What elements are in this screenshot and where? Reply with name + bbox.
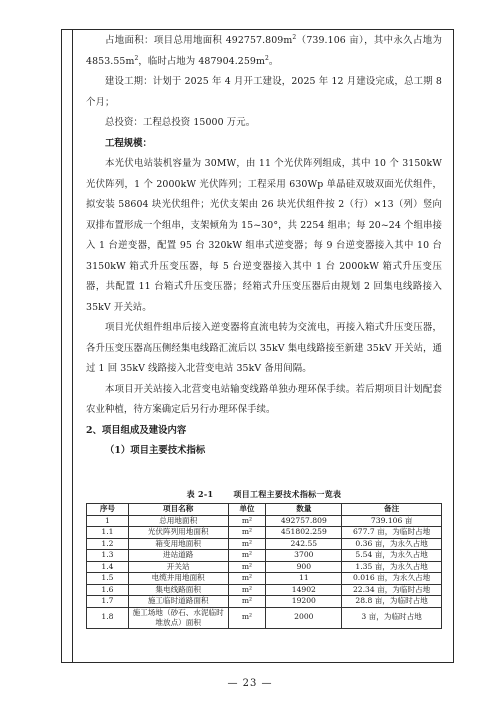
cell-remark: 22.34 亩，为临时占地 bbox=[342, 584, 442, 596]
cell-no: 1.1 bbox=[87, 527, 129, 539]
cell-qty: 14902 bbox=[266, 584, 342, 596]
note-paragraph: 本项目开关站接入北营变电站输变线路单独办理环保手续。若后期项目计划配套农业种植，待方案确定后另行办理环保手续。 bbox=[86, 383, 442, 415]
cell-remark: 1.35 亩，为永久占地 bbox=[342, 561, 442, 573]
cell-unit: m² bbox=[228, 573, 266, 585]
scale-paragraph: 本光伏电站装机容量为 30MW，由 11 个光伏阵列组成，其中 10 个 3150kW 光伏阵列，1 个 2000kW 光伏阵列；工程采用 630Wp 单晶硅双玻双面光伏组件，拟安装 58604 块光伏组件；光伏支架由 26 块光伏组件按 2（行）×13（列）竖向双排布置形成一个组串，支架倾角为 15~30°，共 2254 组串；每 20~24 个组串接入 1 台逆变器，配置 95 台 320kW 组串式逆变器；每 9 台逆变器接入其中 10 台 3150kW 箱式升压变压器，每 5 台逆变器接入其中 1 台 2000kW 箱式升压变压器，共配置 11 台箱式升压变压器；经箱式升压变压器后由规划 2 回集电线路接入 35kV 开关站。 bbox=[86, 158, 442, 313]
cell-name: 总用地面积 bbox=[128, 515, 228, 527]
cell-no: 1 bbox=[87, 515, 129, 527]
cell-name: 开关站 bbox=[128, 561, 228, 573]
section-2-heading: 2、项目组成及建设内容 bbox=[86, 424, 187, 436]
cell-name: 电缆井用地面积 bbox=[128, 573, 228, 585]
cell-no: 1.4 bbox=[87, 561, 129, 573]
land-area-paragraph: 占地面积：项目总用地面积 $492757.809m^2(739.106$ 亩），其中永久占地为 $4853.55m^2$，临时占地为 $487904.259m^2$。 bbox=[86, 33, 442, 67]
cell-name: 光伏阵列用地面积 bbox=[128, 527, 228, 539]
cell-unit: m² bbox=[228, 550, 266, 562]
cell-name: 集电线路面积 bbox=[128, 584, 228, 596]
cell-name: 施工场地（砂石、水泥临时堆放点）面积 bbox=[128, 607, 228, 628]
cell-unit: m² bbox=[228, 527, 266, 539]
cell-qty: 19200 bbox=[266, 596, 342, 608]
table-row bbox=[87, 573, 442, 585]
cell-no: 1.2 bbox=[87, 538, 129, 550]
cell-no: 1.7 bbox=[87, 596, 129, 608]
header-cell: 数量 bbox=[266, 504, 342, 516]
table-caption bbox=[86, 489, 442, 500]
cell-unit: m² bbox=[228, 584, 266, 596]
header-cell: 单位 bbox=[228, 504, 266, 516]
cell-remark: 5.54 亩，为永久占地 bbox=[342, 550, 442, 562]
scale-heading: 工程规模： bbox=[105, 137, 152, 149]
cell-name: 施工临时道路面积 bbox=[128, 596, 228, 608]
cell-unit: m² bbox=[228, 607, 266, 628]
cell-qty: 3700 bbox=[266, 550, 342, 562]
cell-qty: 2000 bbox=[266, 607, 342, 628]
cell-qty: 492757.809 bbox=[266, 515, 342, 527]
table-header-row bbox=[87, 504, 442, 516]
cell-qty: 451802.259 bbox=[266, 527, 342, 539]
table-row bbox=[87, 607, 442, 628]
schedule-paragraph: 建设工期：计划于 2025 年 4 月开工建设，2025 年 12 月建设完成，总工期 8 个月； bbox=[86, 76, 442, 108]
main-text bbox=[86, 29, 442, 461]
header-cell: 序号 bbox=[87, 504, 129, 516]
technical-indicators-table bbox=[86, 503, 442, 629]
section-2-1-heading: （1）项目主要技术指标 bbox=[105, 444, 206, 456]
cell-no: 1.3 bbox=[87, 550, 129, 562]
cell-name: 箱变用地面积 bbox=[128, 538, 228, 550]
table-row bbox=[87, 561, 442, 573]
table-caption-number: 表 2-1 bbox=[186, 489, 214, 499]
header-cell: 备注 bbox=[342, 504, 442, 516]
cell-remark: 0.016 亩，为永久占地 bbox=[342, 573, 442, 585]
cell-no: 1.6 bbox=[87, 584, 129, 596]
cell-qty: 900 bbox=[266, 561, 342, 573]
cell-remark: 28.8 亩，为临时占地 bbox=[342, 596, 442, 608]
table-caption-title: 项目工程主要技术指标一览表 bbox=[233, 489, 342, 499]
cell-qty: 242.55 bbox=[266, 538, 342, 550]
cell-remark: 0.36 亩，为永久占地 bbox=[342, 538, 442, 550]
table-row bbox=[87, 584, 442, 596]
cell-unit: m² bbox=[228, 538, 266, 550]
cell-unit: m² bbox=[228, 515, 266, 527]
left-column-divider bbox=[72, 29, 73, 663]
table-row bbox=[87, 527, 442, 539]
header-cell: 项目名称 bbox=[128, 504, 228, 516]
table-row bbox=[87, 515, 442, 527]
cell-remark: 677.7 亩，为临时占地 bbox=[342, 527, 442, 539]
cell-unit: m² bbox=[228, 561, 266, 573]
page-number: — 23 — bbox=[227, 678, 273, 689]
cell-unit: m² bbox=[228, 596, 266, 608]
cell-no: 1.8 bbox=[87, 607, 129, 628]
cell-remark: 739.106 亩 bbox=[342, 515, 442, 527]
cell-qty: 11 bbox=[266, 573, 342, 585]
cell-remark: 3 亩，为临时占地 bbox=[342, 607, 442, 628]
cell-no: 1.5 bbox=[87, 573, 129, 585]
table-row bbox=[87, 550, 442, 562]
table-row bbox=[87, 538, 442, 550]
power-flow-paragraph: 项目光伏组件组串后接入逆变器将直流电转为交流电，再接入箱式升压变压器，各升压变压器高压侧经集电线路汇流后以 35kV 集电线路接至新建 35kV 开关站，通过 1 回 35kV 线路接入北营变电站 35kV 备用间隔。 bbox=[86, 322, 442, 374]
cell-name: 进站道路 bbox=[128, 550, 228, 562]
table-row bbox=[87, 596, 442, 608]
investment-paragraph: 总投资：工程总投资 15000 万元。 bbox=[105, 117, 256, 128]
